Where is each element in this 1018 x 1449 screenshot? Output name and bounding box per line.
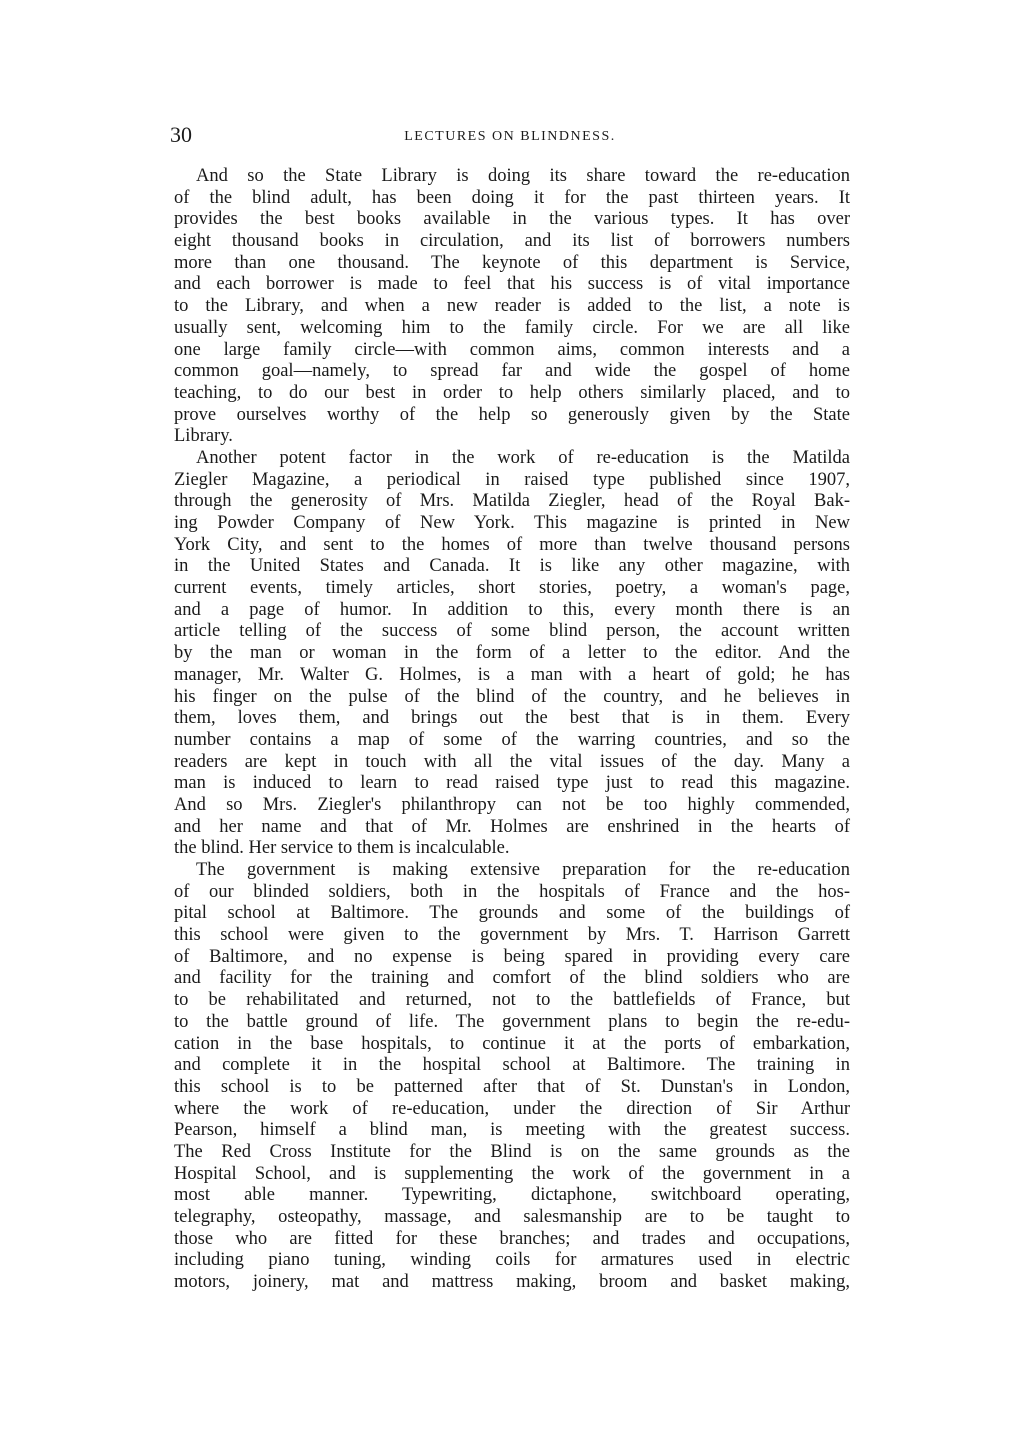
text-line: and a page of humor. In addition to this, every month there is an [174,599,850,620]
text-line: to the battle ground of life. The government plans to begin the re-edu- [174,1011,850,1032]
text-line: this school is to be patterned after that of St. Dunstan's in London, [174,1076,850,1097]
paragraph [174,448,850,860]
text-line: motors, joinery, mat and mattress making, broom and basket making, [174,1272,850,1293]
text-line: And so the State Library is doing its share toward the re-education [196,166,850,186]
text-line: common goal—namely, to spread far and wide the gospel of home [174,361,850,382]
text-line: number contains a map of some of the warring countries, and so the [174,729,850,750]
body-text [174,166,850,1294]
paragraph [174,860,850,1294]
text-line: man is induced to learn to read raised type just to read this magazine. [174,773,850,794]
page-header [170,122,850,152]
text-line: prove ourselves worthy of the help so generously given by the State [174,404,850,425]
running-head: LECTURES ON BLINDNESS. [404,129,616,144]
text-line: cation in the base hospitals, to continue it at the ports of embarkation, [174,1033,850,1054]
text-line: provides the best books available in the various types. It has over [174,209,850,230]
text-line: teaching, to do our best in order to help others similarly placed, and to [174,382,850,403]
text-line: The government is making extensive preparation for the re-education [196,860,850,880]
text-line: readers are kept in touch with all the vital issues of the day. Many a [174,751,850,772]
text-line: where the work of re-education, under the direction of Sir Arthur [174,1098,850,1119]
page-number: 30 [170,122,192,147]
text-line: this school were given to the government by Mrs. T. Harrison Garrett [174,925,850,946]
text-line: more than one thousand. The keynote of this department is Service, [174,252,850,273]
text-line: pital school at Baltimore. The grounds and some of the buildings of [174,903,850,924]
text-line: telegraphy, osteopathy, massage, and salesmanship are to be taught to [174,1207,850,1227]
text-line: of the blind adult, has been doing it for the past thirteen years. It [174,187,850,208]
text-line: his finger on the pulse of the blind of the country, and he believes in [174,686,850,707]
text-line: Another potent factor in the work of re-education is the Matilda [196,447,850,468]
text-line: Hospital School, and is supplementing the work of the government in a [174,1163,850,1184]
text-line: York City, and sent to the homes of more than twelve thousand persons [174,534,850,555]
text-line: in the United States and Canada. It is like any other magazine, with [174,556,850,577]
text-line: and facility for the training and comfort of the blind soldiers who are [174,968,850,989]
text-line: of Baltimore, and no expense is being spared in providing every care [174,946,850,967]
text-line: most able manner. Typewriting, dictaphone, switchboard operating, [174,1185,850,1206]
text-line: Pearson, himself a blind man, is meeting with the greatest success. [174,1120,850,1141]
text-line: article telling of the success of some blind person, the account written [174,621,850,642]
text-line: including piano tuning, winding coils for armatures used in electric [174,1250,850,1271]
text-line: by the man or woman in the form of a letter to the editor. And the [174,643,850,664]
text-line: of our blinded soldiers, both in the hospitals of France and the hos- [174,881,850,902]
text-line: Ziegler Magazine, a periodical in raised type published since 1907, [174,469,850,490]
text-line: through the generosity of Mrs. Matilda Ziegler, head of the Royal Bak- [174,491,850,512]
text-line: The Red Cross Institute for the Blind is on the same grounds as the [174,1141,850,1162]
text-line: and complete it in the hospital school at Baltimore. The training in [174,1055,850,1076]
text-line: manager, Mr. Walter G. Holmes, is a man with a heart of gold; he has [174,664,850,685]
text-line: and each borrower is made to feel that his success is of vital importance [174,274,850,295]
text-line: And so Mrs. Ziegler's philanthropy can not be too highly commended, [174,794,850,815]
text-line: current events, timely articles, short stories, poetry, a woman's page, [174,578,850,599]
text-line: ing Powder Company of New York. This magazine is printed in New [174,513,850,533]
paragraph [174,166,850,448]
text-line: those who are fitted for these branches; and trades and occupations, [174,1228,850,1249]
text-line: usually sent, welcoming him to the family circle. For we are all like [174,317,850,338]
text-line: them, loves them, and brings out the best that is in them. Every [174,708,850,729]
text-line: to be rehabilitated and returned, not to the battlefields of France, but [174,990,850,1011]
text-line: the blind. Her service to them is incalculable. [174,838,510,859]
text-line: to the Library, and when a new reader is added to the list, a note is [174,296,850,317]
text-line: eight thousand books in circulation, and its list of borrowers numbers [174,231,850,252]
text-line: and her name and that of Mr. Holmes are enshrined in the hearts of [174,816,850,837]
text-line: one large family circle—with common aims, common interests and a [174,339,850,360]
text-line: Library. [174,426,233,447]
